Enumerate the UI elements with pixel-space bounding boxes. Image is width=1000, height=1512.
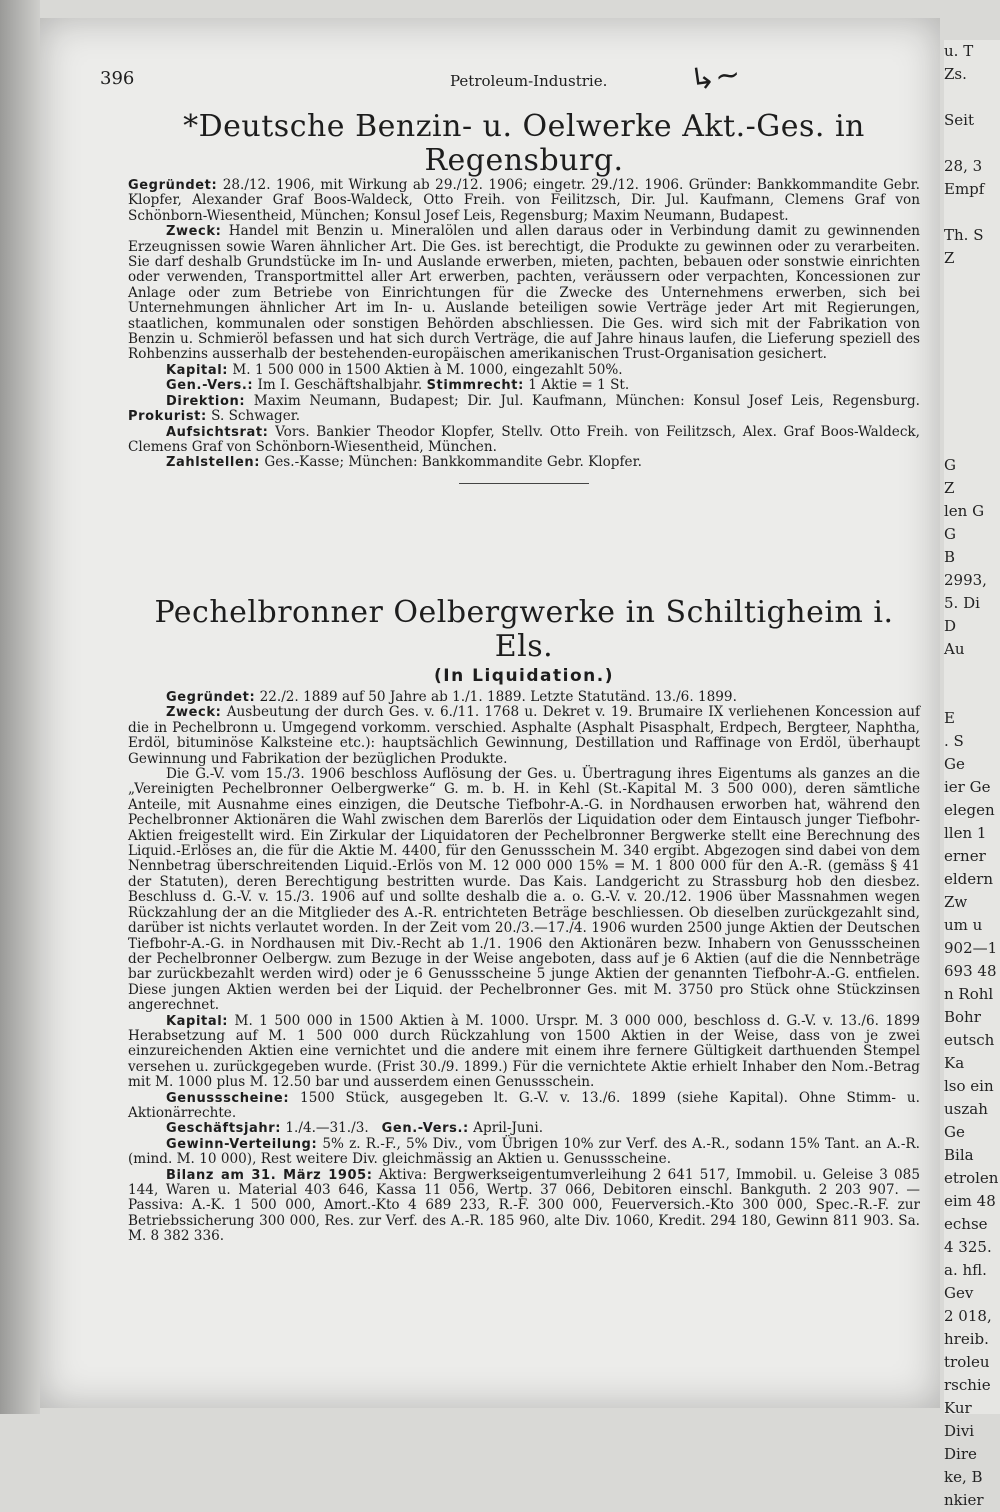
adjacent-page-line: Z <box>944 479 955 497</box>
adjacent-page-line: G <box>944 525 956 543</box>
gegruendet-paragraph <box>128 690 920 705</box>
adjacent-page-line <box>944 408 1000 431</box>
bilanz-paragraph <box>128 1168 920 1245</box>
page-number: 396 <box>100 68 135 89</box>
genvers-label: Gen.-Vers.: <box>381 1121 469 1137</box>
company-entry-pechelbronner <box>128 596 920 1245</box>
gewinn-text: 5% z. R.-F., 5% Div., vom Übrigen 10% zur Verf. des A.-R., sodann 15% Tant. an A.-R. (mind. M. 10 000), Rest weitere Div. gleichmässig an Aktien u. Genussscheine. <box>128 1135 920 1168</box>
adjacent-page-line: Kur <box>944 1399 972 1417</box>
adjacent-page-line: Th. S <box>944 226 984 244</box>
adjacent-page-line: um u <box>944 916 983 934</box>
adjacent-page-line: Gev <box>944 1284 974 1302</box>
adjacent-page-line: Seit <box>944 111 974 129</box>
running-title: Petroleum-Industrie. <box>450 72 608 90</box>
zweck-text: Handel mit Benzin u. Mineralölen und allen daraus oder in Verbindung damit zu gewinnenden Erzeugnissen sowie Waren ähnlicher Art. Die Ges. ist berechtigt, die Produkte zu gewinnen oder zu verarbeiten. Sie darf deshalb Grundstücke im In- und Auslande erwerben, mieten, pachten, bebauen oder sonstwie einrichten oder verwenden, Transportmittel aller Art erwerben, pachten, veräussern oder verpachten, Koncessionen zur Anlage oder zum Betriebe von Einrichtungen für die Zwecke des Unternehmens erwerben, sich bei Unternehmungen ähnlicher Art im In- u. Auslande beteiligen sowie Verträge jeder Art mit Regierungen, staatlichen, kommunalen oder sonstigen Behörden abschliessen. Die Ges. wird sich mit der Fabrikation von Benzin u. Schmieröl befassen und hat sich durch Verträge, die auf Jahre hinaus laufen, die Lieferung speziell des Rohbenzins ausserhalb der bestehenden-europäischen amerikanischen Trust-Organisation gesichert. <box>128 223 921 363</box>
aufsichtsrat-label: Aufsichtsrat: <box>166 424 269 440</box>
adjacent-page-line: . S <box>944 732 964 750</box>
kapital-label: Kapital: <box>166 362 229 378</box>
adjacent-page-line <box>944 132 1000 155</box>
kapital-text: M. 1 500 000 in 1500 Aktien à M. 1000, eingezahlt 50%. <box>232 361 623 378</box>
kapital-text: M. 1 500 000 in 1500 Aktien à M. 1000. Urspr. M. 3 000 000, beschloss d. G.-V. v. 13./6. 1899 Herabsetzung auf M. 1 500 000 durch Rückzahlung von 1500 Aktien in der Weise, dass von je zwei einzureichenden Aktien eine vernichtet und die andere mit einem ihre fernere Gültigkeit darthuenden Stempel versehen u. zurückgegeben wurde. (Frist 30./9. 1899.) Für die vernichtete Aktie erhielt Inhaber den Nom.-Betrag mit M. 1000 plus M. 12.50 bar und ausserdem einen Genussschein. <box>128 1012 920 1091</box>
gegruendet-paragraph <box>128 178 920 224</box>
adjacent-page-line: D <box>944 617 957 635</box>
prokurist-text: S. Schwager. <box>211 408 301 425</box>
genussscheine-paragraph <box>128 1091 920 1122</box>
genvers-text: April-Juni. <box>473 1120 544 1137</box>
bilanz-label: Bilanz am 31. März 1905: <box>166 1167 373 1183</box>
zahlstellen-paragraph <box>128 455 920 470</box>
adjacent-page-line: eim 48 <box>944 1192 996 1210</box>
gewinn-label: Gewinn-Verteilung: <box>166 1136 318 1152</box>
adjacent-page-line: uszah <box>944 1100 988 1118</box>
adjacent-page-line: Empf <box>944 180 985 198</box>
adjacent-page-line: Ka <box>944 1054 965 1072</box>
zweck-label: Zweck: <box>166 705 222 721</box>
liquidation-paragraph: Die G.-V. vom 15./3. 1906 beschloss Auflösung der Ges. u. Übertragung ihres Eigentums als ganzes an die „Vereinigten Pechelbronner Oelbergwerke“ G. m. b. H. in Kehl (St.-Kapital M. 3 500 000), deren sämtliche Anteile, mit Ausnahme eines einzigen, die Deutsche Tiefbohr-A.-G. in Nordhausen erworben hat, während den Pechelbronner Aktionären die Wahl zwischen dem Barerlös der Liquidation oder dem Eintausch junger Tiefbohr-Aktien freigestellt wird. Ein Zirkular der Liquidatoren der Pechelbronner Bergwerke stellt eine Berechnung des Liquid.-Erlöses an, die für die Aktie M. 4400, für den Genussschein M. 340 ergibt. Abgezogen sind dabei von dem Nennbetrag überschreitenden Liquid.-Erlös von M. 12 000 000 15% = M. 1 800 000 für den A.-R. (gemäss § 41 der Statuten), deren Berechtigung bestritten wurde. Das Kais. Landgericht zu Strassburg hob den diesbez. Beschluss d. G.-V. v. 15./3. 1906 auf und sollte deshalb die a. o. G.-V. v. 20./12. 1906 über Massnahmen wegen Rückzahlung der an die Mitglieder des A.-R. entrichteten Beträge beschliessen. Ob dieselben zurückgezahlt sind, darüber ist nichts verlautet worden. In der Zeit vom 20./3.—17./4. 1906 wurden 2500 junge Aktien der Deutschen Tiefbohr-A.-G. in Nordhausen mit Div.-Recht ab 1./1. 1906 den Aktionären bezw. Inhabern von Genussscheinen der Pechelbronner Oelbergw. zum Bezuge in der Weise angeboten, dass auf je 6 Aktien (auf die die Nennbeträge bar zurückbezahlt werden wird) oder je 6 Genussscheine 5 junge Aktien der genannten Tiefbohr-A.-G. entfielen. Diese jungen Aktien werden bei der Liquid. der Pechelbronner Ges. mit M. 3750 pro Stück ohne Stückzinsen angerechnet. <box>128 766 920 1014</box>
adjacent-page-line <box>944 661 1000 684</box>
adjacent-page-line: Ge <box>944 1123 965 1141</box>
adjacent-page-line: Ge <box>944 755 965 773</box>
adjacent-page-line: lso ein <box>944 1077 994 1095</box>
stimmrecht-label: Stimmrecht: <box>426 378 524 394</box>
adjacent-page-line: eldern <box>944 870 993 888</box>
adjacent-page-line <box>944 86 1000 109</box>
adjacent-page-line <box>944 339 1000 362</box>
zweck-text: Ausbeutung der durch Ges. v. 6./11. 1768 u. Dekret v. 19. Brumaire IX verliehenen Koncession auf die in Pechelbronn u. Umgegend vorkomm. verschied. Asphalte (Asphalt Pisasphalt, Erdpech, Bergteer, Naphtha, Erdöl, bituminöse Kalksteine etc.): hauptsächlich Gewinnung, Destillation und Raffinage von Erdöl, überhaupt Gewinnung und Fabrikation der bezüglichen Produkte. <box>128 704 920 767</box>
adjacent-page-line: 902—1 <box>944 939 998 957</box>
adjacent-page-line: G <box>944 456 956 474</box>
geschaeftsjahr-paragraph <box>128 1121 920 1136</box>
adjacent-page-line <box>944 293 1000 316</box>
zweck-label: Zweck: <box>166 224 222 240</box>
adjacent-page-line: ke, B <box>944 1468 983 1486</box>
adjacent-page-line: Au <box>944 640 965 658</box>
adjacent-page-line: rschie <box>944 1376 991 1394</box>
adjacent-page-line: n Rohl <box>944 985 994 1003</box>
adjacent-page-line: 28, 3 <box>944 157 983 175</box>
gegruendet-text: 28./12. 1906, mit Wirkung ab 29./12. 1906; eingetr. 29./12. 1906. Gründer: Bankkommandite Gebr. Klopfer, Alexander Graf Boos-Waldeck, Otto Freih. von Feilitzsch, Dir. Jul. Kaufmann, Clemens Graf von Schönborn-Wiesentheid, München; Konsul Josef Leis, Regensburg; Maxim Neumann, Budapest. <box>128 177 920 224</box>
adjacent-page-line <box>944 201 1000 224</box>
genussscheine-label: Genussscheine: <box>166 1090 290 1106</box>
adjacent-page-line: elegen <box>944 801 995 819</box>
gegruendet-label: Gegründet: <box>128 178 218 193</box>
adjacent-page-line: Bila <box>944 1146 974 1164</box>
zahlstellen-text: Ges.-Kasse; München: Bankkommandite Gebr. Klopfer. <box>264 454 642 471</box>
adjacent-page-line: Dire <box>944 1445 977 1463</box>
adjacent-page-line: echse <box>944 1215 988 1233</box>
adjacent-page-line: u. T <box>944 42 974 60</box>
company-title: Pechelbronner Oelbergwerke in Schiltigheim i. Els. <box>154 595 894 664</box>
company-title: *Deutsche Benzin- u. Oelwerke Akt.-Ges. in Regensburg. <box>183 109 865 178</box>
aufsichtsrat-text: Vors. Bankier Theodor Klopfer, Stellv. Otto Freih. von Feilitzsch, Alex. Graf Boos-Waldeck, Clemens Graf von Schönborn-Wiesentheid, München. <box>128 423 920 455</box>
adjacent-page-line: Bohr <box>944 1008 981 1026</box>
company-entry-deutsche-benzin <box>128 110 920 498</box>
direktion-text: Maxim Neumann, Budapest; Dir. Jul. Kaufmann, München: Konsul Josef Leis, Regensburg. <box>253 392 920 409</box>
kapital-paragraph <box>128 1014 920 1091</box>
document-page <box>40 18 940 1408</box>
adjacent-page-line: B <box>944 548 956 566</box>
adjacent-page-line <box>944 431 1000 454</box>
adjacent-page-line: a. hfl. <box>944 1261 987 1279</box>
adjacent-page-line: Divi <box>944 1422 975 1440</box>
adjacent-page-line: 5. Di <box>944 594 980 612</box>
section-divider <box>459 483 589 484</box>
zweck-paragraph <box>128 224 920 363</box>
scan-left-margin <box>0 0 40 1414</box>
adjacent-page-line: llen 1 <box>944 824 987 842</box>
adjacent-page-lines <box>944 40 1000 1512</box>
adjacent-page-fragment <box>944 40 1000 1509</box>
handwritten-mark: ↳∼ <box>687 56 743 99</box>
aufsichtsrat-paragraph <box>128 425 920 456</box>
adjacent-page-line: Z <box>944 249 955 267</box>
adjacent-page-line: erner <box>944 847 986 865</box>
adjacent-page-line: 4 325. <box>944 1238 992 1256</box>
adjacent-page-line: nkier <box>944 1491 984 1509</box>
company-subtitle: (In Liquidation.) <box>434 666 614 686</box>
geschaeftsjahr-text: 1./4.—31./3. <box>285 1120 369 1137</box>
adjacent-page-line: Zw <box>944 893 968 911</box>
adjacent-page-line: hreib. <box>944 1330 989 1348</box>
adjacent-page-line <box>944 362 1000 385</box>
geschaeftsjahr-label: Geschäftsjahr: <box>166 1121 282 1137</box>
kapital-paragraph <box>128 363 920 378</box>
zweck-paragraph <box>128 705 920 767</box>
adjacent-page-line: 2 018, <box>944 1307 992 1325</box>
genvers-text: Im I. Geschäftshalbjahr. <box>257 377 423 394</box>
stimmrecht-text: 1 Aktie = 1 St. <box>528 377 630 394</box>
page-header <box>100 56 920 99</box>
adjacent-page-line <box>944 684 1000 707</box>
zahlstellen-label: Zahlstellen: <box>166 455 261 471</box>
adjacent-page-line <box>944 316 1000 339</box>
adjacent-page-line: troleu <box>944 1353 990 1371</box>
gegruendet-label: Gegründet: <box>166 690 256 705</box>
bilanz-text: Aktiva: Bergwerkseigentumverleihung 2 641 517, Immobil. u. Geleise 3 085 144, Waren u. Material 403 646, Kassa 11 056, Wertp. 37 066, Debitoren einschl. Bankguth. 2 203 907. — Passiva: A.-K. 1 500 000, Amort.-Kto 4 689 233, R.-F. 300 000, Feuerversich.-Kto 300 000, Spec.-R.-F. zur Betriebssicherung 300 000, Res. zur Verf. des A.-R. 185 960, alte Div. 1060, Kredit. 294 180, Gewinn 811 903. Sa. M. 8 382 336. <box>128 1166 920 1245</box>
adjacent-page-line: eutsch <box>944 1031 995 1049</box>
adjacent-page-line: 693 48 <box>944 962 997 980</box>
adjacent-page-line <box>944 385 1000 408</box>
kapital-label: Kapital: <box>166 1013 229 1029</box>
prokurist-label: Prokurist: <box>128 409 207 425</box>
adjacent-page-line: etrolen <box>944 1169 999 1187</box>
adjacent-page-line: 2993, <box>944 571 987 589</box>
genussscheine-text: 1500 Stück, ausgegeben lt. G.-V. v. 13./6. 1899 (siehe Kapital). Ohne Stimm- u. Aktionärrechte. <box>128 1089 920 1121</box>
gegruendet-text: 22./2. 1889 auf 50 Jahre ab 1./1. 1889. Letzte Statutänd. 13./6. 1899. <box>259 689 737 705</box>
direktion-paragraph <box>128 394 920 425</box>
direktion-label: Direktion: <box>166 393 246 409</box>
genvers-label: Gen.-Vers.: <box>166 378 254 394</box>
genvers-paragraph <box>128 378 920 393</box>
adjacent-page-line: ier Ge <box>944 778 991 796</box>
adjacent-page-line: Zs. <box>944 65 967 83</box>
gewinn-paragraph <box>128 1137 920 1168</box>
adjacent-page-line: len G <box>944 502 985 520</box>
adjacent-page-line <box>944 270 1000 293</box>
adjacent-page-line: E <box>944 709 955 727</box>
